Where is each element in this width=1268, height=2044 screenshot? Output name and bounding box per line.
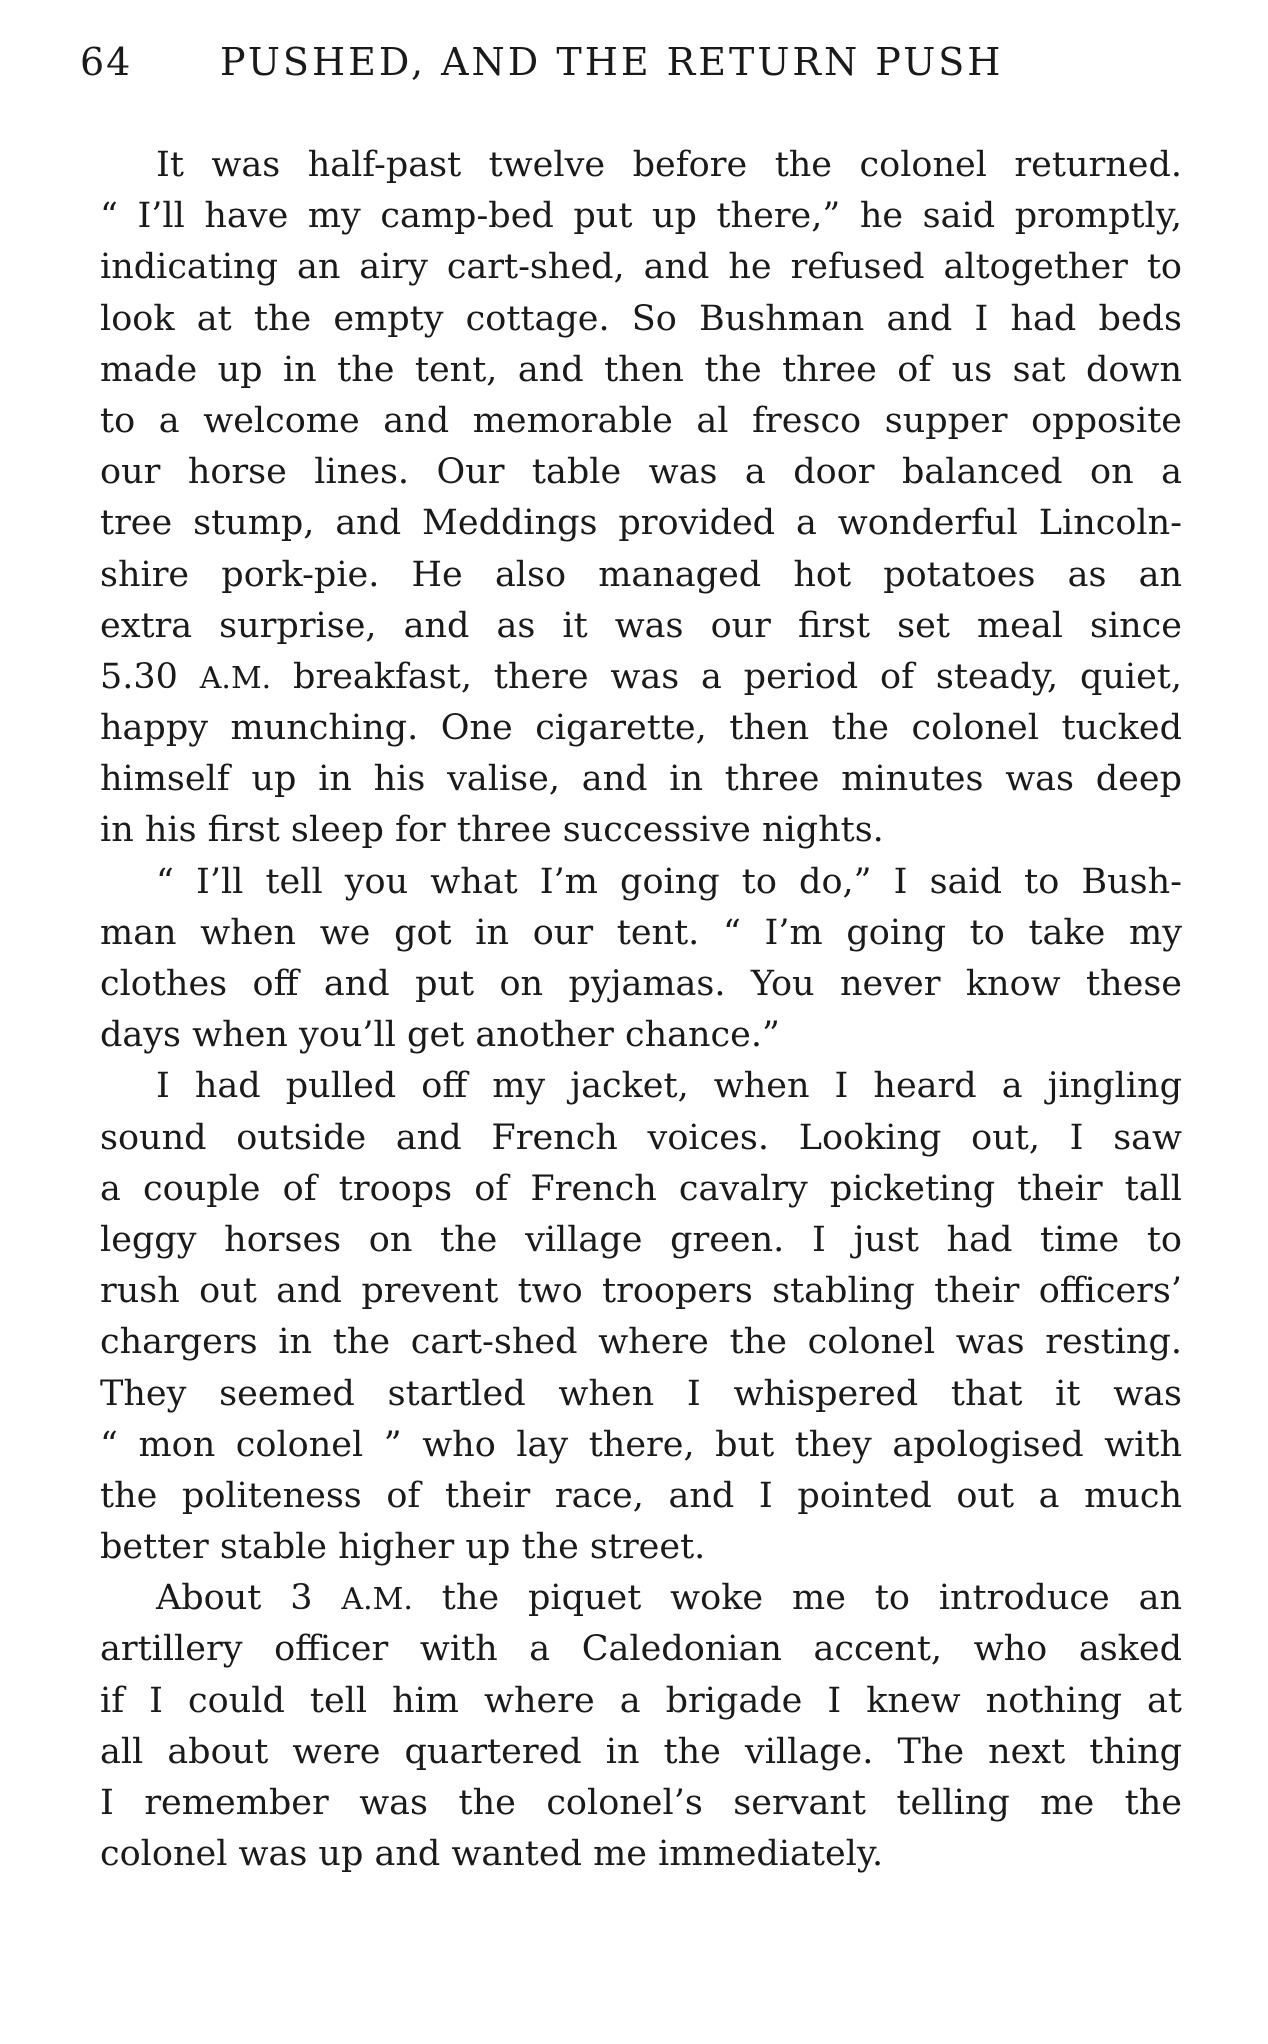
text-line: clothes off and put on pyjamas. You never know these (100, 964, 1182, 1004)
running-header (80, 40, 1190, 90)
text-line: I had pulled off my jacket, when I heard a jingling (156, 1066, 1182, 1107)
text-line: 5.30 A.M. breakfast, there was a period of steady, quiet, (100, 656, 1182, 697)
text-line: better stable higher up the street. (100, 1527, 706, 1568)
text-line: About 3 A.M. the piquet woke me to introduce an (156, 1578, 1182, 1619)
text-line: I remember was the colonel’s servant telling me the (100, 1783, 1182, 1823)
text-line: himself up in his valise, and in three minutes was deep (100, 759, 1182, 800)
text-line: “ mon colonel ” who lay there, but they apologised with (100, 1424, 1182, 1465)
paragraph (100, 1061, 1182, 1573)
text-line: our horse lines. Our table was a door balanced on a (100, 452, 1182, 493)
text-line: all about were quartered in the village. The next thing (100, 1731, 1182, 1772)
paragraph (100, 1573, 1182, 1880)
text-line: happy munching. One cigarette, then the colonel tucked (100, 708, 1182, 749)
text-line: It was half-past twelve before the colonel returned. (156, 145, 1182, 185)
text-line: rush out and prevent two troopers stabling their officers’ (100, 1271, 1182, 1312)
text-line: in his first sleep for three successive nights. (100, 810, 884, 851)
text-line: look at the empty cottage. So Bushman and I had beds (100, 298, 1182, 339)
text-line: if I could tell him where a brigade I knew nothing at (100, 1680, 1182, 1721)
text-line: indicating an airy cart-shed, and he refused altogether to (100, 247, 1182, 288)
paragraph (100, 857, 1182, 1062)
text-line: made up in the tent, and then the three of us sat down (100, 349, 1182, 390)
text-line: colonel was up and wanted me immediately. (100, 1834, 884, 1875)
text-line: shire pork-pie. He also managed hot potatoes as an (100, 554, 1182, 595)
text-line: the politeness of their race, and I pointed out a much (100, 1475, 1182, 1516)
text-line: They seemed startled when I whispered that it was (100, 1373, 1182, 1414)
paragraph (100, 140, 1182, 857)
text-line: man when we got in our tent. “ I’m going to take my (100, 912, 1182, 953)
text-line: a couple of troops of French cavalry picketing their tall (100, 1168, 1182, 1209)
body-text (100, 140, 1182, 1880)
text-line: chargers in the cart-shed where the colonel was resting. (100, 1322, 1182, 1363)
running-title: PUSHED, AND THE RETURN PUSH (220, 40, 1004, 84)
text-line: “ I’ll have my camp-bed put up there,” he said promptly, (100, 196, 1182, 237)
text-line: tree stump, and Meddings provided a wonderful Lincoln- (100, 503, 1182, 544)
page-number: 64 (80, 40, 133, 84)
text-line: extra surprise, and as it was our first set meal since (100, 605, 1182, 646)
text-line: days when you’ll get another chance.” (100, 1015, 780, 1056)
text-line: “ I’ll tell you what I’m going to do,” I said to Bush- (156, 861, 1182, 902)
text-line: sound outside and French voices. Looking out, I saw (100, 1117, 1182, 1158)
text-line: leggy horses on the village green. I just had time to (100, 1219, 1182, 1260)
text-line: to a welcome and memorable al fresco supper opposite (100, 400, 1182, 441)
text-line: artillery officer with a Caledonian accent, who asked (100, 1629, 1182, 1670)
